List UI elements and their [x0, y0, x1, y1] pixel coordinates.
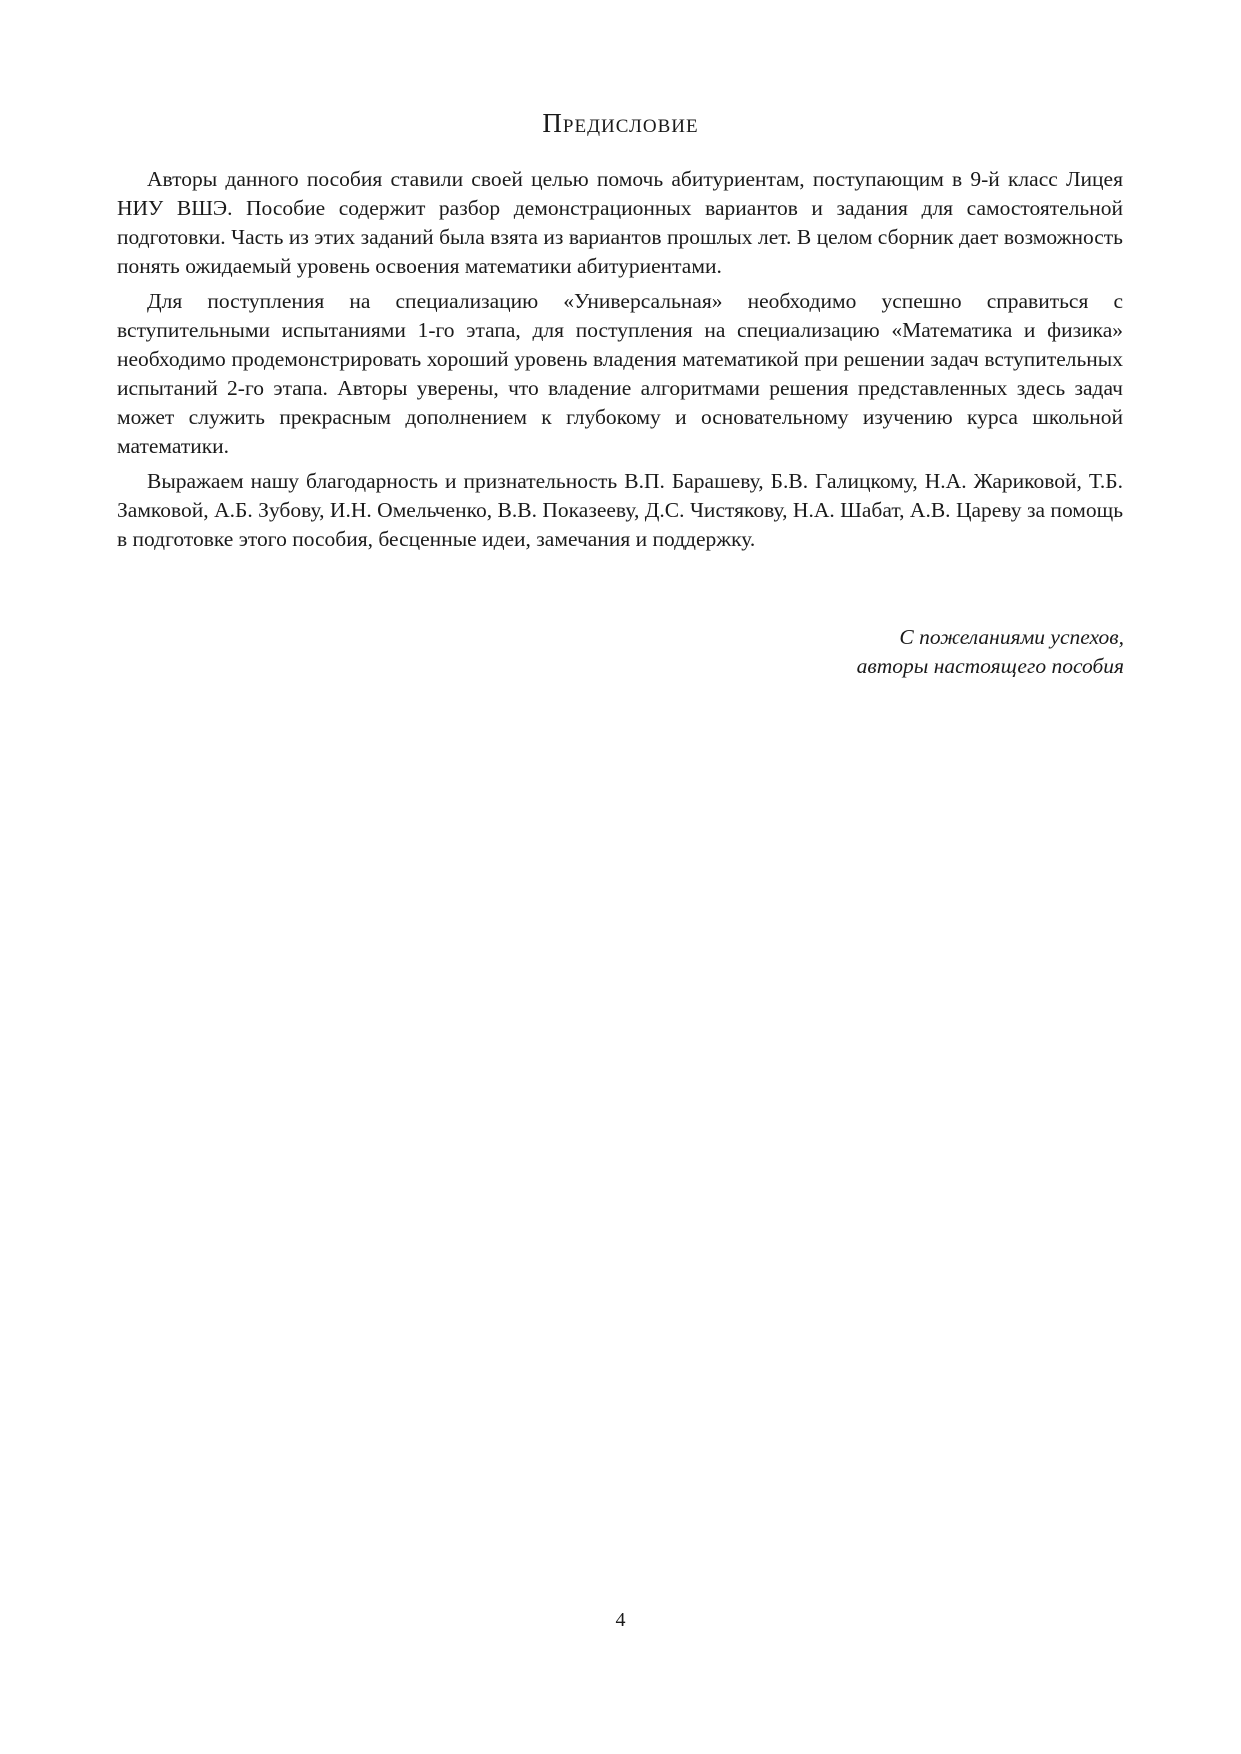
signature-line-2: авторы настоящего пособия: [856, 654, 1124, 678]
preface-body: [117, 165, 1123, 560]
paragraph-admission: Для поступления на специализацию «Универсальная» необходимо успешно справиться с вступительными испытаниями 1-го этапа, для поступления на специализацию «Математика и физика» необходимо продемонстрировать хороший уровень владения математикой при решении задач вступительных испытаний 2-го этапа. Авторы уверены, что владение алгоритмами решения представленных здесь задач может служить прекрасным дополнением к глубокому и основательному изучению курса школьной математики.: [117, 289, 1123, 458]
page-number: 4: [615, 1609, 626, 1631]
paragraph-acknowledgements: Выражаем нашу благодарность и признательность В.П. Барашеву, Б.В. Галицкому, Н.А. Жариковой, Т.Б. Замковой, А.Б. Зубову, И.Н. Омельченко, В.В. Показееву, Д.С. Чистякову, Н.А. Шабат, А.В. Цареву за помощь в подготовке этого пособия, бесценные идеи, замечания и поддержку.: [117, 469, 1123, 551]
paragraph-intro: Авторы данного пособия ставили своей целью помочь абитуриентам, поступающим в 9-й класс Лицея НИУ ВШЭ. Пособие содержит разбор демонстрационных вариантов и задания для самостоятельной подготовки. Часть из этих заданий была взята из вариантов прошлых лет. В целом сборник дает возможность понять ожидаемый уровень освоения математики абитуриентами.: [117, 167, 1123, 278]
signature-line-1: С пожеланиями успехов,: [899, 625, 1124, 649]
page-title: Предисловие: [542, 108, 699, 138]
signature-block: [857, 623, 1124, 681]
